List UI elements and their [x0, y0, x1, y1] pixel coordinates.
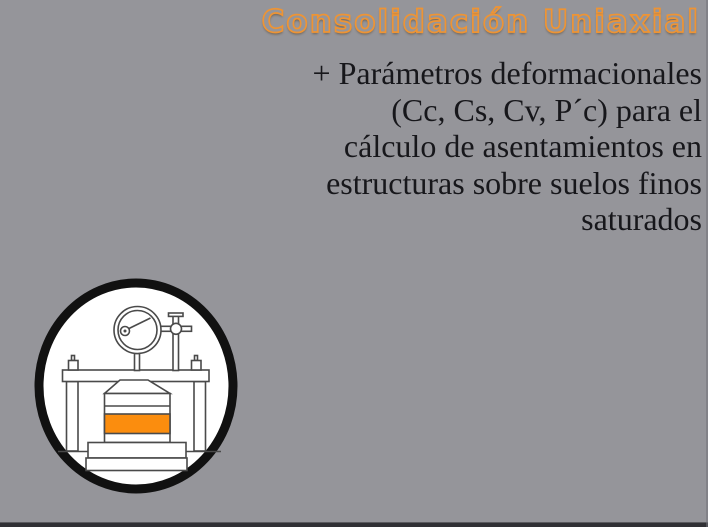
bottom-edge-bar	[0, 522, 708, 527]
base-plate-upper	[88, 443, 186, 459]
slide-body	[232, 55, 702, 238]
body-line: + Parámetros deformacionales	[312, 55, 702, 91]
body-line: (Cc, Cs, Cv, P´c) para el	[391, 91, 702, 128]
right-leg	[194, 382, 206, 452]
stand-rod-cap	[169, 313, 184, 316]
left-leg	[67, 382, 79, 452]
body-line: saturados	[581, 201, 702, 238]
oedometer-illustration	[28, 272, 242, 500]
slide-title: Consolidación Uniaxial	[261, 4, 700, 40]
base-plate-lower	[86, 458, 187, 471]
dial-gauge-hub-dot	[124, 330, 127, 333]
body-line: cálculo de asentamientos en	[343, 128, 702, 165]
body-line: estructuras sobre suelos finos	[326, 164, 702, 201]
gauge-stem	[135, 354, 140, 371]
dial-gauge	[114, 307, 161, 354]
clamp-knob	[171, 323, 182, 334]
soil-sample	[105, 414, 171, 434]
